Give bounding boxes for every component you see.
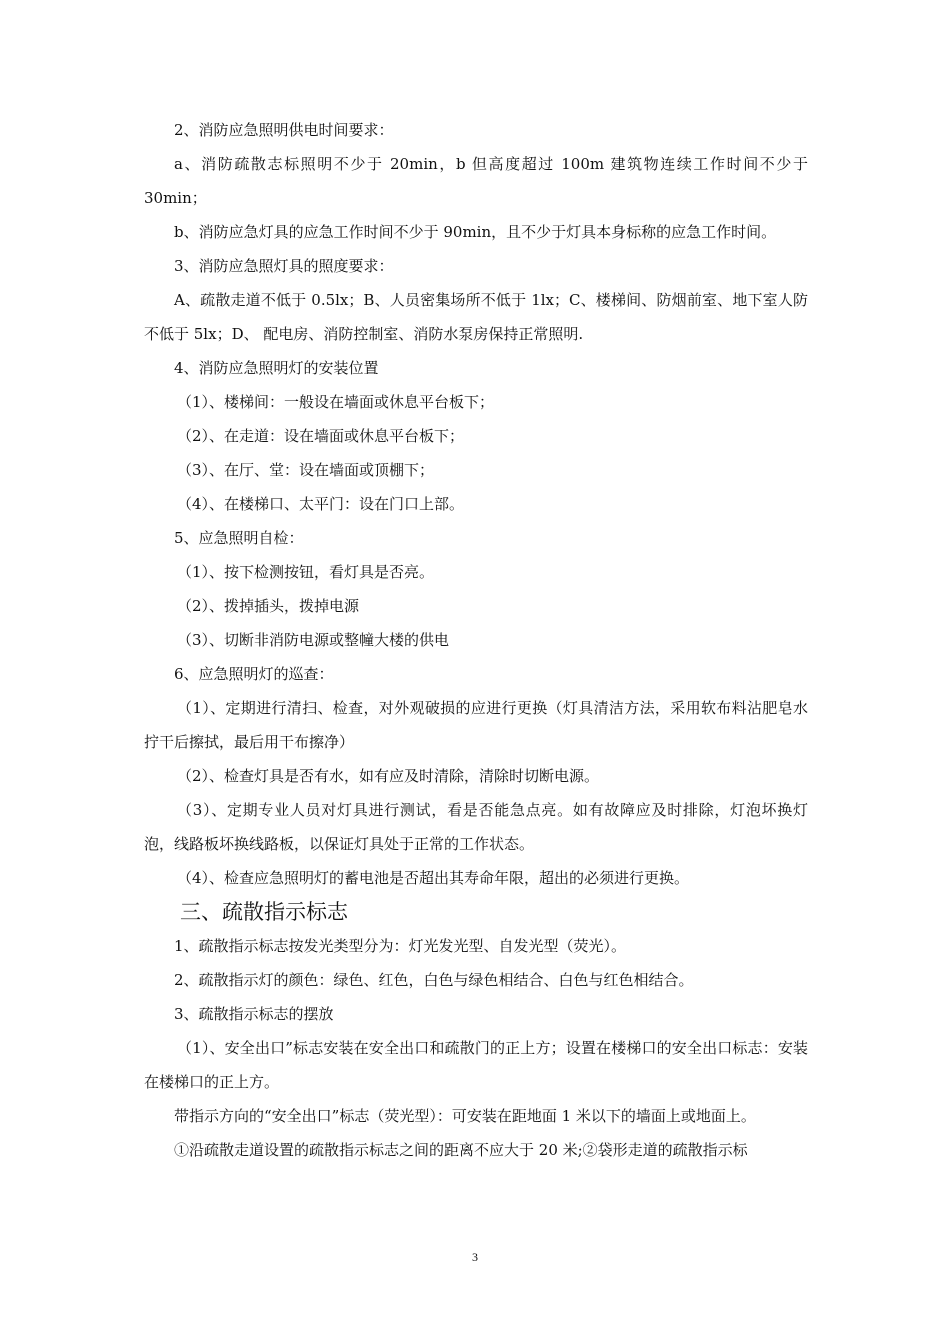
list-item: （4）、检查应急照明灯的蓄电池是否超出其寿命年限，超出的必须进行更换。 (177, 869, 690, 887)
paragraph: 带指示方向的“安全出口”标志（荧光型）：可安装在距地面 1 米以下的墙面上或地面上。 (174, 1107, 756, 1125)
list-item: （3）、在厅、堂：设在墙面或顶棚下； (177, 461, 435, 479)
paragraph: 1、疏散指示标志按发光类型分为：灯光发光型、自发光型（荧光）。 (174, 937, 627, 955)
list-item: （4）、在楼梯口、太平门：设在门口上部。 (177, 495, 465, 513)
paragraph: 3、消防应急照灯具的照度要求： (174, 257, 394, 275)
list-item: （3）、定期专业人员对灯具进行测试，看是否能急点亮。如有故障应及时排除，灯泡坏换灯泡，线路板坏换线路板，以保证灯具处于正常的工作状态。 (144, 801, 808, 853)
paragraph: 4、消防应急照明灯的安装位置 (174, 359, 379, 377)
page-body (144, 113, 808, 1167)
list-item: （2）、检查灯具是否有水，如有应及时清除，清除时切断电源。 (177, 767, 600, 785)
list-item: （1）、楼梯间：一般设在墙面或休息平台板下； (177, 393, 495, 411)
paragraph: a、消防疏散志标照明不少于 20min，b 但高度超过 100m 建筑物连续工作时间不少于 30min； (144, 155, 808, 207)
list-item: （3）、切断非消防电源或整幢大楼的供电 (177, 631, 450, 649)
list-item: （1）、定期进行清扫、检查，对外观破损的应进行更换（灯具清洁方法，采用软布料沾肥皂水拧干后擦拭，最后用干布擦净） (144, 699, 808, 751)
list-item: （2）、拨掉插头，拨掉电源 (177, 597, 360, 615)
list-item: （1）、按下检测按钮，看灯具是否亮。 (177, 563, 435, 581)
list-item: （1）、安全出口”标志安装在安全出口和疏散门的正上方；设置在楼梯口的安全出口标志：安装在楼梯口的正上方。 (144, 1039, 808, 1091)
paragraph: b、消防应急灯具的应急工作时间不少于 90min，且不少于灯具本身标称的应急工作时间。 (174, 223, 777, 241)
paragraph: ①沿疏散走道设置的疏散指示标志之间的距离不应大于 20 米;②袋形走道的疏散指示标 (174, 1141, 748, 1159)
section-heading: 三、疏散指示标志 (180, 900, 348, 924)
list-item: （2）、在走道：设在墙面或休息平台板下； (177, 427, 465, 445)
paragraph: 5、应急照明自检： (174, 529, 304, 547)
paragraph: 2、消防应急照明供电时间要求： (174, 121, 394, 139)
paragraph: 3、疏散指示标志的摆放 (174, 1005, 334, 1023)
page-number: 3 (472, 1250, 478, 1264)
paragraph: 6、应急照明灯的巡查： (174, 665, 334, 683)
paragraph: 2、疏散指示灯的颜色：绿色、红色，白色与绿色相结合、白色与红色相结合。 (174, 971, 694, 989)
paragraph: A、疏散走道不低于 0.5lx；B、人员密集场所不低于 1lx；C、楼梯间、防烟前室、地下室人防不低于 5lx；D、 配电房、消防控制室、消防水泵房保持正常照明. (144, 291, 808, 343)
